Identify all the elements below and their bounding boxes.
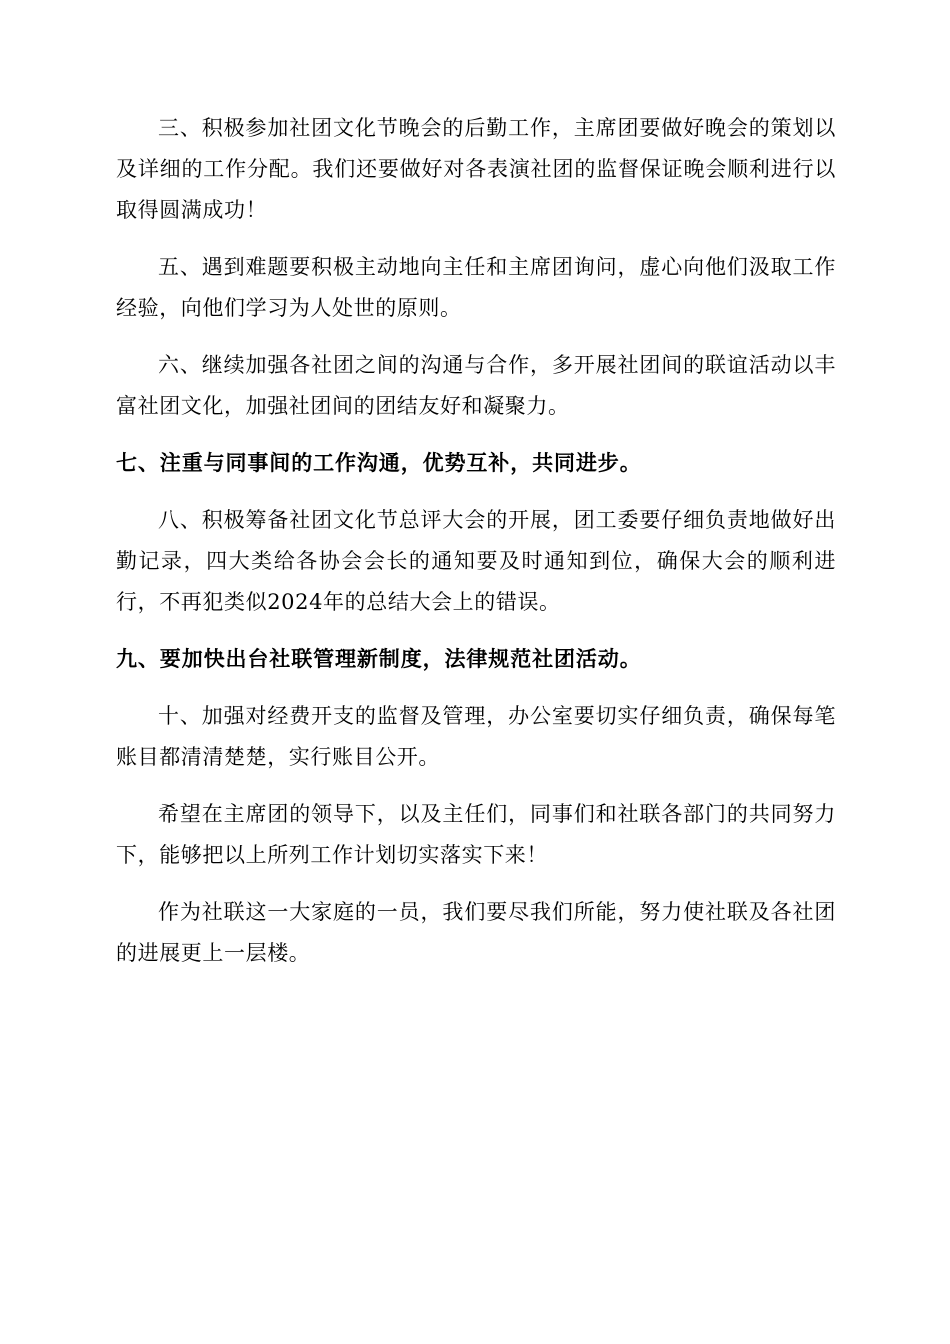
paragraph-item-8: 八、积极筹备社团文化节总评大会的开展，团工委要仔细负责地做好出勤记录，四大类给各协会会长的通知要及时通知到位，确保大会的顺利进行，不再犯类似2024年的总结大会上的错误。 (116, 508, 836, 614)
paragraph-item-7-bold: 七、注重与同事间的工作沟通，优势互补，共同进步。 (116, 451, 642, 475)
document-page (116, 108, 836, 990)
closing-final-paragraph: 作为社联这一大家庭的一员，我们要尽我们所能，努力使社联及各社团的进展更上一层楼。 (116, 900, 836, 965)
paragraph-item-5: 五、遇到难题要积极主动地向主任和主席团询问，虚心向他们汲取工作经验，向他们学习为人处世的原则。 (116, 255, 836, 320)
closing-hope-paragraph: 希望在主席团的领导下，以及主任们，同事们和社联各部门的共同努力下，能够把以上所列工作计划切实落实下来！ (116, 802, 836, 867)
paragraph-item-3: 三、积极参加社团文化节晚会的后勤工作，主席团要做好晚会的策划以及详细的工作分配。我们还要做好对各表演社团的监督保证晚会顺利进行以取得圆满成功！ (116, 116, 836, 222)
paragraph-item-6: 六、继续加强各社团之间的沟通与合作，多开展社团间的联谊活动以丰富社团文化，加强社团间的团结友好和凝聚力。 (116, 353, 836, 418)
paragraph-item-10: 十、加强对经费开支的监督及管理，办公室要切实仔细负责，确保每笔账目都清清楚楚，实行账目公开。 (116, 704, 836, 769)
paragraph-item-9-bold: 九、要加快出台社联管理新制度，法律规范社团活动。 (116, 647, 642, 671)
